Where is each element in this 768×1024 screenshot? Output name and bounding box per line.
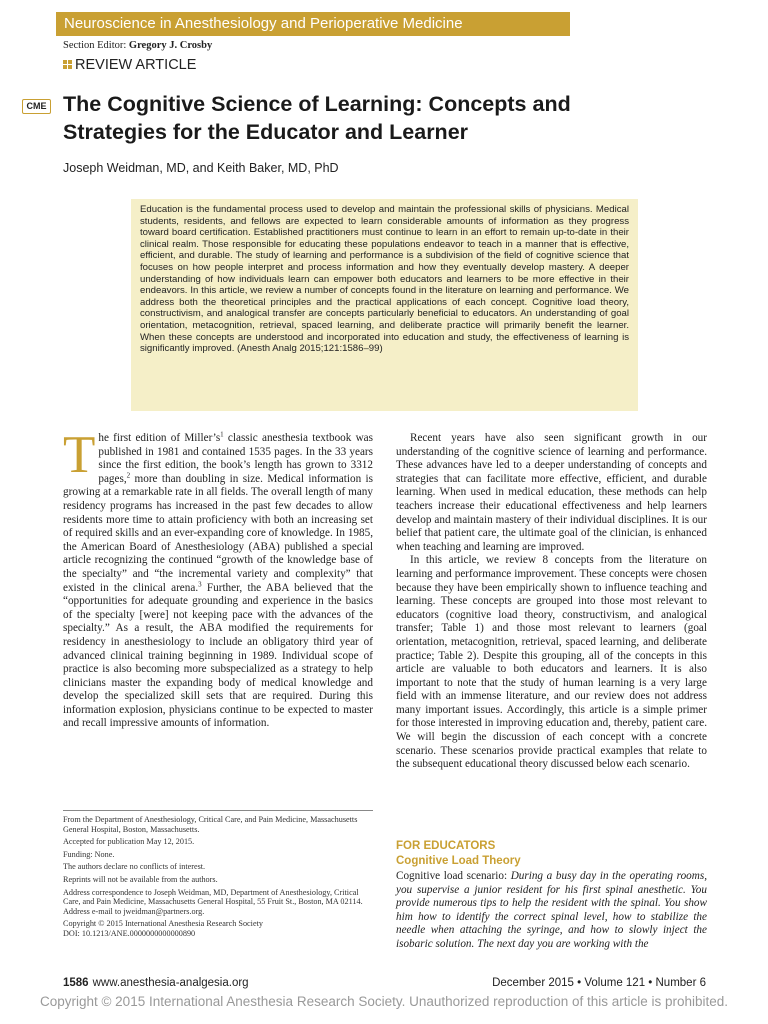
- footer-issue: December 2015 • Volume 121 • Number 6: [492, 977, 706, 989]
- journal-banner: [56, 12, 570, 36]
- title-line-2: Strategies for the Educator and Learner: [63, 120, 469, 144]
- intro-text-a: he first edition of Miller’s: [98, 432, 221, 444]
- heading-for-educators: FOR EDUCATORS: [396, 840, 496, 852]
- footnote-copyright: Copyright © 2015 International Anesthesia Research Society: [63, 919, 263, 929]
- footnote-conflicts: The authors declare no conflicts of interest.: [63, 862, 206, 872]
- right-paragraph-2: In this article, we review 8 concepts from the literature on learning and performance improvement. These concepts were chosen because they have been empirically shown to influence teaching and learning. These concepts are grouped into those most relevant to educators (cognitive load theory, constructivism, and analogical transfer; Table 1) and those most relevant to learners (goal orientation, metacognition, retrieval, spaced learning, and deliberate practice; Table 2). Despite this grouping, all of the concepts in this article are valuable to both educators and learners. It is also important to note that the study of human learning is a very large field with an immense literature, and our review does not address many important issues. Accordingly, this article is a simple primer for those interested in improving education and, thereby, patient care. We will begin the discussion of each concept with a concrete scenario. These scenarios provide practical examples that relate to the subsequent educational theory discussed below each scenario.: [396, 554, 707, 771]
- intro-paragraph: [63, 426, 373, 731]
- citation-1[interactable]: 1: [220, 430, 224, 439]
- title-line-1: The Cognitive Science of Learning: Concepts and: [63, 92, 571, 116]
- section-editor: [63, 40, 212, 51]
- citation-3[interactable]: 3: [198, 579, 202, 588]
- footnote-doi: DOI: 10.1213/ANE.0000000000000890: [63, 928, 196, 938]
- copyright-notice: Copyright © 2015 International Anesthesia Research Society. Unauthorized reproduction of this article is prohibited.: [39, 994, 729, 1009]
- body-right-column: [396, 432, 707, 772]
- footer-left: [63, 977, 249, 989]
- drop-cap: T: [63, 426, 96, 484]
- intro-text-d: Further, the ABA believed that the “opportunities for adequate grounding and experience in the basics of the specialty [were] not keeping pace with the advances of the specialty.” As a result, the ABA modified the requirements for residency in anesthesiology to include an obligatory third year of advanced clinical training beginning in 1989. Individual scope of practice is also becoming more subspecialized as a strategy to help clinicians master the expanding body of medical knowledge and develop the specialized skill sets that are required. During this information explosion, physicians continue to be expected to master and recall impressive amounts of information.: [63, 581, 373, 730]
- heading-cognitive-load-theory: Cognitive Load Theory: [396, 855, 521, 867]
- intro-text-b: classic anesthesia textbook was published in 1981 and contained 1535 pages. In the 33 years since the first edition, the book’s length has grown to 3312 pages,: [98, 432, 373, 485]
- scenario-text: [396, 870, 707, 952]
- section-editor-name: Gregory J. Crosby: [128, 40, 213, 51]
- footnote-reprints: Reprints will not be available from the authors.: [63, 874, 218, 884]
- footnote-affiliation: From the Department of Anesthesiology, Critical Care, and Pain Medicine, Massachusetts General Hospital, Boston, Massachusetts.: [63, 815, 358, 834]
- article-type-label: REVIEW ARTICLE: [75, 57, 197, 73]
- cme-badge: CME: [22, 99, 51, 114]
- footnote-funding: Funding: None.: [63, 849, 115, 859]
- article-type: [63, 57, 196, 73]
- page-number: 1586: [63, 977, 89, 989]
- body-left-column: [63, 426, 373, 731]
- section-editor-label: Section Editor:: [63, 40, 127, 51]
- journal-banner-text: Neuroscience in Anesthesiology and Perioperative Medicine: [64, 15, 463, 32]
- article-title: [63, 90, 663, 146]
- intro-text-c: more than doubling in size. Medical information is growing at a remarkable rate in all fields. The overall length of many residency programs has increased in the past few decades to allow residents more time to attain proficiency with both an increasing set of required skills and an ever-expanding core of knowledge. In 1985, the American Board of Anesthesiology (ABA) published a special article recognizing the continued “growth of the knowledge base of the specialty” and “the incremental variety and complexity” that existed in the clinical arena.: [63, 472, 373, 594]
- scenario-body: During a busy day in the operating rooms, you supervise a junior resident for his first spinal anesthetic. You provide numerous tips to help the resident with the spinal. You show him how to identify the correct spinal level, how to stabilize the needle when attaching the syringe, and how to slowly inject the isobaric solution. The next day you are working with the: [396, 870, 707, 950]
- abstract-box: [131, 199, 638, 411]
- authors: Joseph Weidman, MD, and Keith Baker, MD, PhD: [63, 161, 339, 175]
- grid-square-icon: [63, 60, 72, 69]
- abstract-text: Education is the fundamental process used to develop and maintain the professional skills of physicians. Medical students, residents, and fellows are expected to learn considerable amounts of information as they progress toward board certification. Established practitioners must continue to learn in an effort to remain up-to-date in their clinical realm. Those responsible for educating these populations endeavor to teach in a manner that is effective, efficient, and durable. The study of learning and performance is a subdivision of the field of cognitive science that focuses on how people interpret and process information and how they eventually develop mastery. A deeper understanding of how individuals learn can empower both educators and learners to be more effective in their endeavors. In this article, we review a number of concepts found in the literature on learning and performance. We address both the theoretical principles and the practical applications of each concept. Cognitive load theory, constructivism, and analogical transfer are concepts particularly beneficial to educators. An understanding of goal orientation, metacognition, retrieval, spaced learning, and deliberate practice will primarily benefit the learner. When these concepts are understood and incorporated into education and study, the effectiveness of learning is significantly improved. (Anesth Analg 2015;121:1586–99): [140, 204, 629, 355]
- footnote-accepted: Accepted for publication May 12, 2015.: [63, 837, 195, 847]
- journal-website-link[interactable]: www.anesthesia-analgesia.org: [92, 977, 249, 989]
- footnote-correspondence: Address correspondence to Joseph Weidman, MD, Department of Anesthesiology, Critical Care, and Pain Medicine, Massachusetts General Hospital, 55 Fruit St., Boston, MA 02114. Address e-mail to jweidman@partners.org.: [63, 887, 363, 916]
- footnotes: [63, 810, 373, 939]
- scenario-label: Cognitive load scenario:: [396, 870, 508, 882]
- right-paragraph-1: Recent years have also seen significant growth in our understanding of the cognitive science of learning and performance. These advances have led to a deeper understanding of concepts and strategies that can facilitate more effective, efficient, and durable learning. When used in medical education, these methods can help teachers increase their educational effectiveness and help learners develop and maintain mastery of their individual disciplines. It is our belief that patient care, the ultimate goal of the clinician, is enhanced when teaching and learning are improved.: [396, 432, 707, 553]
- scenario-paragraph: [396, 870, 707, 952]
- citation-2[interactable]: 2: [126, 471, 131, 480]
